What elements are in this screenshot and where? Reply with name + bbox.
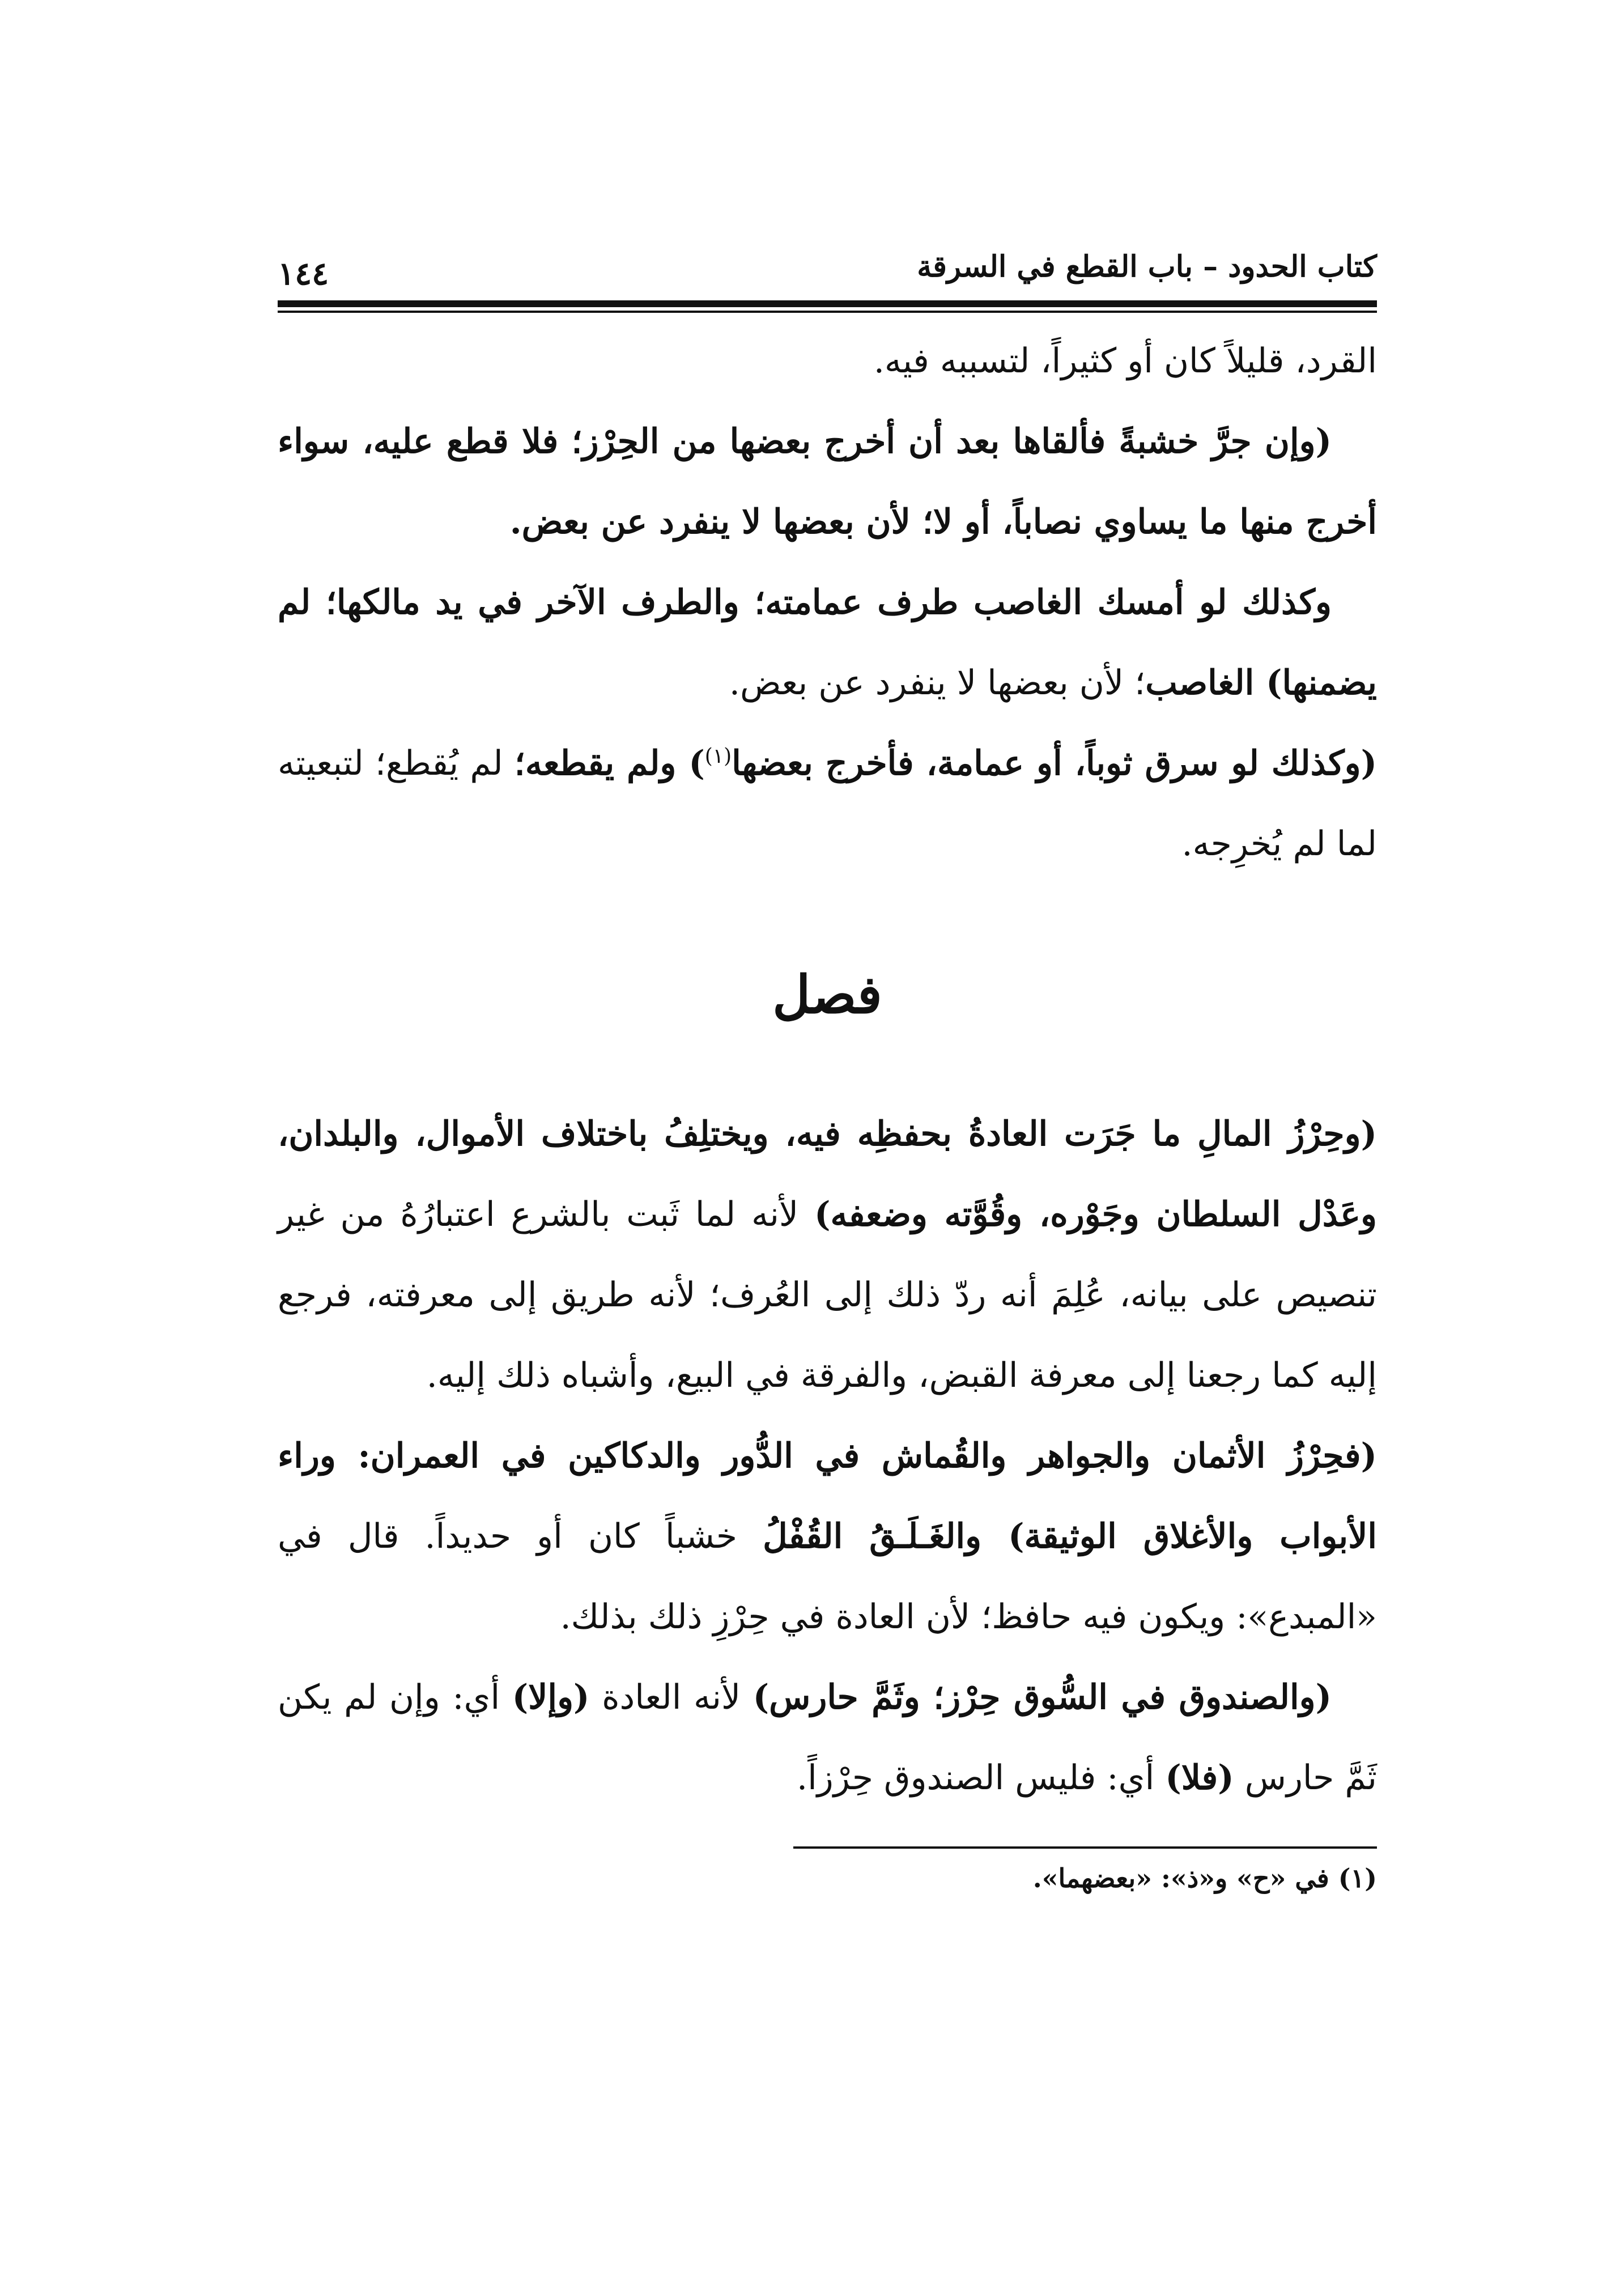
paragraph-7 [278, 1657, 1377, 1818]
matn-text: (وإلا) [512, 1678, 590, 1717]
matn-text: ) ولم يقطعه؛ [514, 744, 705, 783]
matn-text: (وكذلك لو سرق ثوباً، أو عمامة، فأخرج بعضها [732, 744, 1378, 783]
book-page [278, 238, 1377, 2165]
plain-text: القرد، قليلاً كان أو كثيراً، لتسببه فيه. [873, 341, 1377, 381]
plain-text: لأنه لما ثَبت بالشرع اعتبارُهُ من غير تنصيص على بيانه، عُلِمَ أنه ردّ ذلك إلى العُرف؛ لأنه طريق إلى معرفته، فرجع إليه كما رجعنا إلى معرفة القبض، والفرقة في البيع، وأشباه ذلك إليه. [278, 1195, 1378, 1395]
chapter-title: كتاب الحدود – باب القطع في السرقة [917, 249, 1377, 284]
plain-text: لأنه العادة [589, 1678, 753, 1717]
paragraph-5 [278, 1094, 1377, 1416]
footnote-marker[interactable]: (١) [704, 745, 732, 768]
matn-text: (وإن جرَّ خشبةً فألقاها بعد أن أخرج بعضها من الحِرْز؛ فلا قطع عليه، سواء أخرج منها ما يساوي نصاباً، أو لا؛ لأن بعضها لا ينفرد عن بعض. [278, 422, 1377, 542]
footnote: (١) في «ح» و«ذ»: «بعضهما». [1032, 1863, 1377, 1893]
matn-text: (فلا) [1165, 1758, 1234, 1798]
plain-text: أي: فليس الصندوق حِرْزاً. [797, 1758, 1166, 1798]
paragraph-1 [278, 321, 1377, 401]
header-rule-thin [278, 311, 1377, 313]
paragraph-6 [278, 1416, 1377, 1657]
plain-text: خشباً كان أو حديداً. قال في «المبدع»: ويكون فيه حافظ؛ لأن العادة في حِرْزِ ذلك بذلك. [278, 1517, 1377, 1637]
running-header [278, 238, 1377, 300]
paragraph-2 [278, 401, 1377, 562]
matn-text: (وحِرْزُ المالِ ما جَرَت العادةُ بحفظِه فيه، ويختلِفُ باختلاف الأموال، والبلدان، وعَدْل السلطان وجَوْره، وقُوَّته وضعفه) [278, 1114, 1378, 1234]
plain-text: أي: وإن لم يكن ثَمَّ حارس [278, 1678, 1377, 1798]
body-text [278, 321, 1377, 1901]
header-rule [278, 300, 1377, 307]
matn-text: (فحِرْزُ الأثمان والجواهر والقُماش في الدُّور والدكاكين في العمران: وراء الأبواب والأغلاق الوثيقة) والغَـلَـقُ القُفْلُ [278, 1436, 1378, 1556]
paragraph-4 [278, 723, 1377, 884]
matn-text: (والصندوق في السُّوق حِرْز؛ وثَمَّ حارس) [753, 1678, 1332, 1717]
page-number: ١٤٤ [278, 255, 329, 292]
plain-text: ؛ لأن بعضها لا ينفرد عن بعض. [729, 663, 1146, 703]
matn-text: وكذلك لو أمسك الغاصب طرف عمامته؛ والطرف الآخر في يد مالكها؛ لم يضمنها) الغاصب [278, 583, 1377, 703]
footnote-separator [793, 1846, 1377, 1849]
paragraph-3 [278, 562, 1377, 723]
section-heading: فصل [772, 964, 882, 1025]
plain-text: لم يُقطع؛ لتبعيته لما لم يُخرِجه. [278, 744, 1377, 864]
